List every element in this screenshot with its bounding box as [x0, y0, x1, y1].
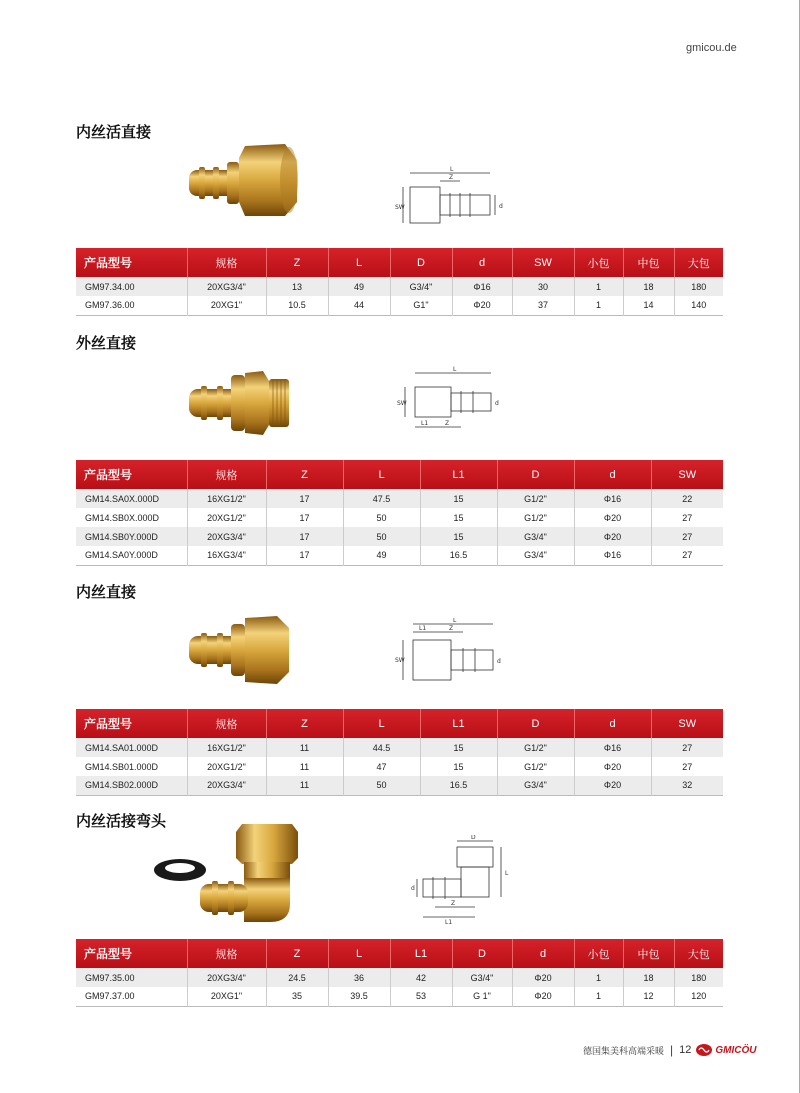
svg-text:d: d	[497, 658, 501, 665]
col-header: Z	[266, 709, 343, 738]
col-header: D	[390, 248, 452, 277]
col-header: L	[328, 939, 390, 968]
cell: GM14.SA0Y.000D	[76, 546, 187, 565]
cell: 27	[651, 527, 723, 546]
spec-table-2	[76, 460, 723, 566]
svg-text:SW: SW	[397, 400, 407, 407]
cell: 37	[512, 296, 574, 315]
col-header: L1	[420, 709, 497, 738]
cell: 180	[674, 968, 723, 987]
cell: GM97.34.00	[76, 277, 187, 296]
brand-logo-icon	[696, 1044, 712, 1056]
cell: G1/2"	[497, 508, 574, 527]
cell: Φ20	[512, 968, 574, 987]
svg-text:Z: Z	[445, 420, 450, 427]
col-header: SW	[651, 460, 723, 489]
cell: 22	[651, 489, 723, 508]
cell: 15	[420, 527, 497, 546]
female-union-coupler-photo	[185, 140, 300, 220]
col-header: 产品型号	[76, 248, 187, 277]
svg-text:L: L	[453, 618, 457, 624]
cell: 44	[328, 296, 390, 315]
col-header: 规格	[187, 939, 266, 968]
cell: 30	[512, 277, 574, 296]
col-header: L1	[390, 939, 452, 968]
cell: 42	[390, 968, 452, 987]
col-header: 产品型号	[76, 939, 187, 968]
cell: 14	[623, 296, 674, 315]
cell: GM14.SB0Y.000D	[76, 527, 187, 546]
cell: Φ16	[574, 546, 651, 565]
col-header: 小包	[574, 248, 623, 277]
cell: 15	[420, 489, 497, 508]
cell: 12	[623, 987, 674, 1006]
section-title-3: 内丝直接	[76, 583, 137, 601]
svg-text:SW: SW	[395, 657, 405, 664]
cell: 47	[343, 757, 420, 776]
col-header: SW	[512, 248, 574, 277]
cell: 20XG3/4"	[187, 776, 266, 795]
cell: G1/2"	[497, 738, 574, 757]
cell: 17	[266, 546, 343, 565]
cell: 50	[343, 527, 420, 546]
col-header: 中包	[623, 939, 674, 968]
cell: 15	[420, 738, 497, 757]
cell: 120	[674, 987, 723, 1006]
svg-text:L1: L1	[419, 625, 427, 632]
cell: Φ20	[512, 987, 574, 1006]
cell: GM14.SA01.000D	[76, 738, 187, 757]
page-number: 12	[679, 1044, 692, 1056]
table-row	[76, 546, 723, 565]
table-row	[76, 277, 723, 296]
table-header-row	[76, 939, 723, 968]
svg-text:Z: Z	[449, 174, 454, 181]
brand-logo	[696, 1044, 756, 1056]
table-row	[76, 968, 723, 987]
cell: Φ16	[452, 277, 512, 296]
spec-table-1	[76, 248, 723, 316]
cell: GM14.SB0X.000D	[76, 508, 187, 527]
col-header: 规格	[187, 460, 266, 489]
cell: G3/4"	[497, 546, 574, 565]
svg-text:L1: L1	[421, 420, 429, 427]
table-row	[76, 508, 723, 527]
col-header: 大包	[674, 939, 723, 968]
cell: 47.5	[343, 489, 420, 508]
table-header-row	[76, 709, 723, 738]
cell: 15	[420, 508, 497, 527]
table-row	[76, 738, 723, 757]
col-header: d	[574, 709, 651, 738]
svg-text:d: d	[411, 885, 415, 892]
table-row	[76, 489, 723, 508]
svg-text:SW: SW	[395, 204, 405, 211]
table-row	[76, 527, 723, 546]
dimension-drawing-1	[395, 165, 515, 235]
col-header: 产品型号	[76, 709, 187, 738]
table-header-row	[76, 248, 723, 277]
cell: 11	[266, 738, 343, 757]
dimension-drawing-2	[395, 365, 515, 435]
page-footer	[583, 1043, 757, 1057]
cell: G1/2"	[497, 489, 574, 508]
cell: 140	[674, 296, 723, 315]
col-header: 小包	[574, 939, 623, 968]
col-header: d	[512, 939, 574, 968]
cell: 16XG1/2"	[187, 738, 266, 757]
cell: 36	[328, 968, 390, 987]
cell: G1/2"	[497, 757, 574, 776]
cell: 1	[574, 277, 623, 296]
female-coupler-photo	[185, 612, 295, 687]
brand-name: GMICÖU	[715, 1044, 757, 1056]
svg-text:d: d	[499, 203, 503, 210]
col-header: d	[452, 248, 512, 277]
cell: 11	[266, 776, 343, 795]
cell: 15	[420, 757, 497, 776]
cell: 1	[574, 296, 623, 315]
cell: GM97.36.00	[76, 296, 187, 315]
col-header: 大包	[674, 248, 723, 277]
section-title-2: 外丝直接	[76, 334, 137, 352]
col-header: 规格	[187, 248, 266, 277]
cell: Φ20	[574, 776, 651, 795]
cell: GM14.SB02.000D	[76, 776, 187, 795]
cell: 24.5	[266, 968, 328, 987]
col-header: Z	[266, 460, 343, 489]
col-header: 中包	[623, 248, 674, 277]
cell: 53	[390, 987, 452, 1006]
cell: 27	[651, 508, 723, 527]
footer-text: 德国集美科高端采暖	[583, 1045, 665, 1056]
cell: Φ20	[574, 527, 651, 546]
col-header: d	[574, 460, 651, 489]
cell: GM97.37.00	[76, 987, 187, 1006]
site-url: gmicou.de	[686, 42, 737, 54]
svg-text:L: L	[505, 870, 509, 877]
cell: 16.5	[420, 776, 497, 795]
col-header: Z	[266, 248, 328, 277]
cell: 20XG1/2"	[187, 757, 266, 776]
cell: 18	[623, 968, 674, 987]
svg-text:D: D	[471, 835, 476, 841]
svg-text:Z: Z	[451, 900, 456, 907]
cell: GM97.35.00	[76, 968, 187, 987]
cell: 27	[651, 546, 723, 565]
table-row	[76, 987, 723, 1006]
cell: 20XG1"	[187, 987, 266, 1006]
spec-table-3	[76, 709, 723, 796]
cell: 20XG1"	[187, 296, 266, 315]
cell: GM14.SA0X.000D	[76, 489, 187, 508]
footer-separator: |	[670, 1043, 674, 1057]
col-header: Z	[266, 939, 328, 968]
table-header-row	[76, 460, 723, 489]
spec-table-4	[76, 939, 723, 1007]
section-title-1: 内丝活直接	[76, 123, 152, 141]
col-header: L	[328, 248, 390, 277]
col-header: L1	[420, 460, 497, 489]
col-header: D	[497, 709, 574, 738]
col-header: L	[343, 460, 420, 489]
cell: G1"	[390, 296, 452, 315]
cell: G3/4"	[497, 527, 574, 546]
col-header: D	[452, 939, 512, 968]
dimension-drawing-3	[395, 618, 515, 690]
cell: 18	[623, 277, 674, 296]
cell: 180	[674, 277, 723, 296]
svg-text:L: L	[453, 366, 457, 373]
cell: G3/4"	[452, 968, 512, 987]
cell: Φ20	[452, 296, 512, 315]
cell: 35	[266, 987, 328, 1006]
svg-text:L: L	[450, 166, 454, 173]
cell: 11	[266, 757, 343, 776]
col-header: 规格	[187, 709, 266, 738]
cell: 49	[328, 277, 390, 296]
cell: 10.5	[266, 296, 328, 315]
cell: Φ20	[574, 757, 651, 776]
cell: G3/4"	[497, 776, 574, 795]
cell: Φ16	[574, 489, 651, 508]
cell: 1	[574, 968, 623, 987]
cell: 50	[343, 508, 420, 527]
cell: 16XG1/2"	[187, 489, 266, 508]
male-coupler-photo	[185, 365, 295, 440]
table-row	[76, 296, 723, 315]
cell: 20XG3/4"	[187, 277, 266, 296]
cell: 16.5	[420, 546, 497, 565]
cell: Φ20	[574, 508, 651, 527]
cell: 16XG3/4"	[187, 546, 266, 565]
cell: 17	[266, 508, 343, 527]
table-row	[76, 757, 723, 776]
cell: 50	[343, 776, 420, 795]
cell: 20XG3/4"	[187, 527, 266, 546]
col-header: 产品型号	[76, 460, 187, 489]
cell: 39.5	[328, 987, 390, 1006]
cell: 49	[343, 546, 420, 565]
svg-text:L1: L1	[445, 919, 453, 925]
col-header: D	[497, 460, 574, 489]
cell: 20XG1/2"	[187, 508, 266, 527]
cell: 44.5	[343, 738, 420, 757]
col-header: SW	[651, 709, 723, 738]
cell: GM14.SB01.000D	[76, 757, 187, 776]
cell: 1	[574, 987, 623, 1006]
cell: 17	[266, 527, 343, 546]
cell: Φ16	[574, 738, 651, 757]
table-row	[76, 776, 723, 795]
section-title-4: 内丝活接弯头	[76, 812, 167, 830]
cell: 13	[266, 277, 328, 296]
cell: 17	[266, 489, 343, 508]
cell: 27	[651, 757, 723, 776]
col-header: L	[343, 709, 420, 738]
svg-text:Z: Z	[449, 625, 454, 632]
dimension-drawing-4	[405, 835, 515, 925]
svg-text:d: d	[495, 400, 499, 407]
female-union-elbow-photo	[152, 822, 312, 932]
cell: G3/4"	[390, 277, 452, 296]
cell: 32	[651, 776, 723, 795]
cell: G 1"	[452, 987, 512, 1006]
cell: 20XG3/4"	[187, 968, 266, 987]
cell: 27	[651, 738, 723, 757]
